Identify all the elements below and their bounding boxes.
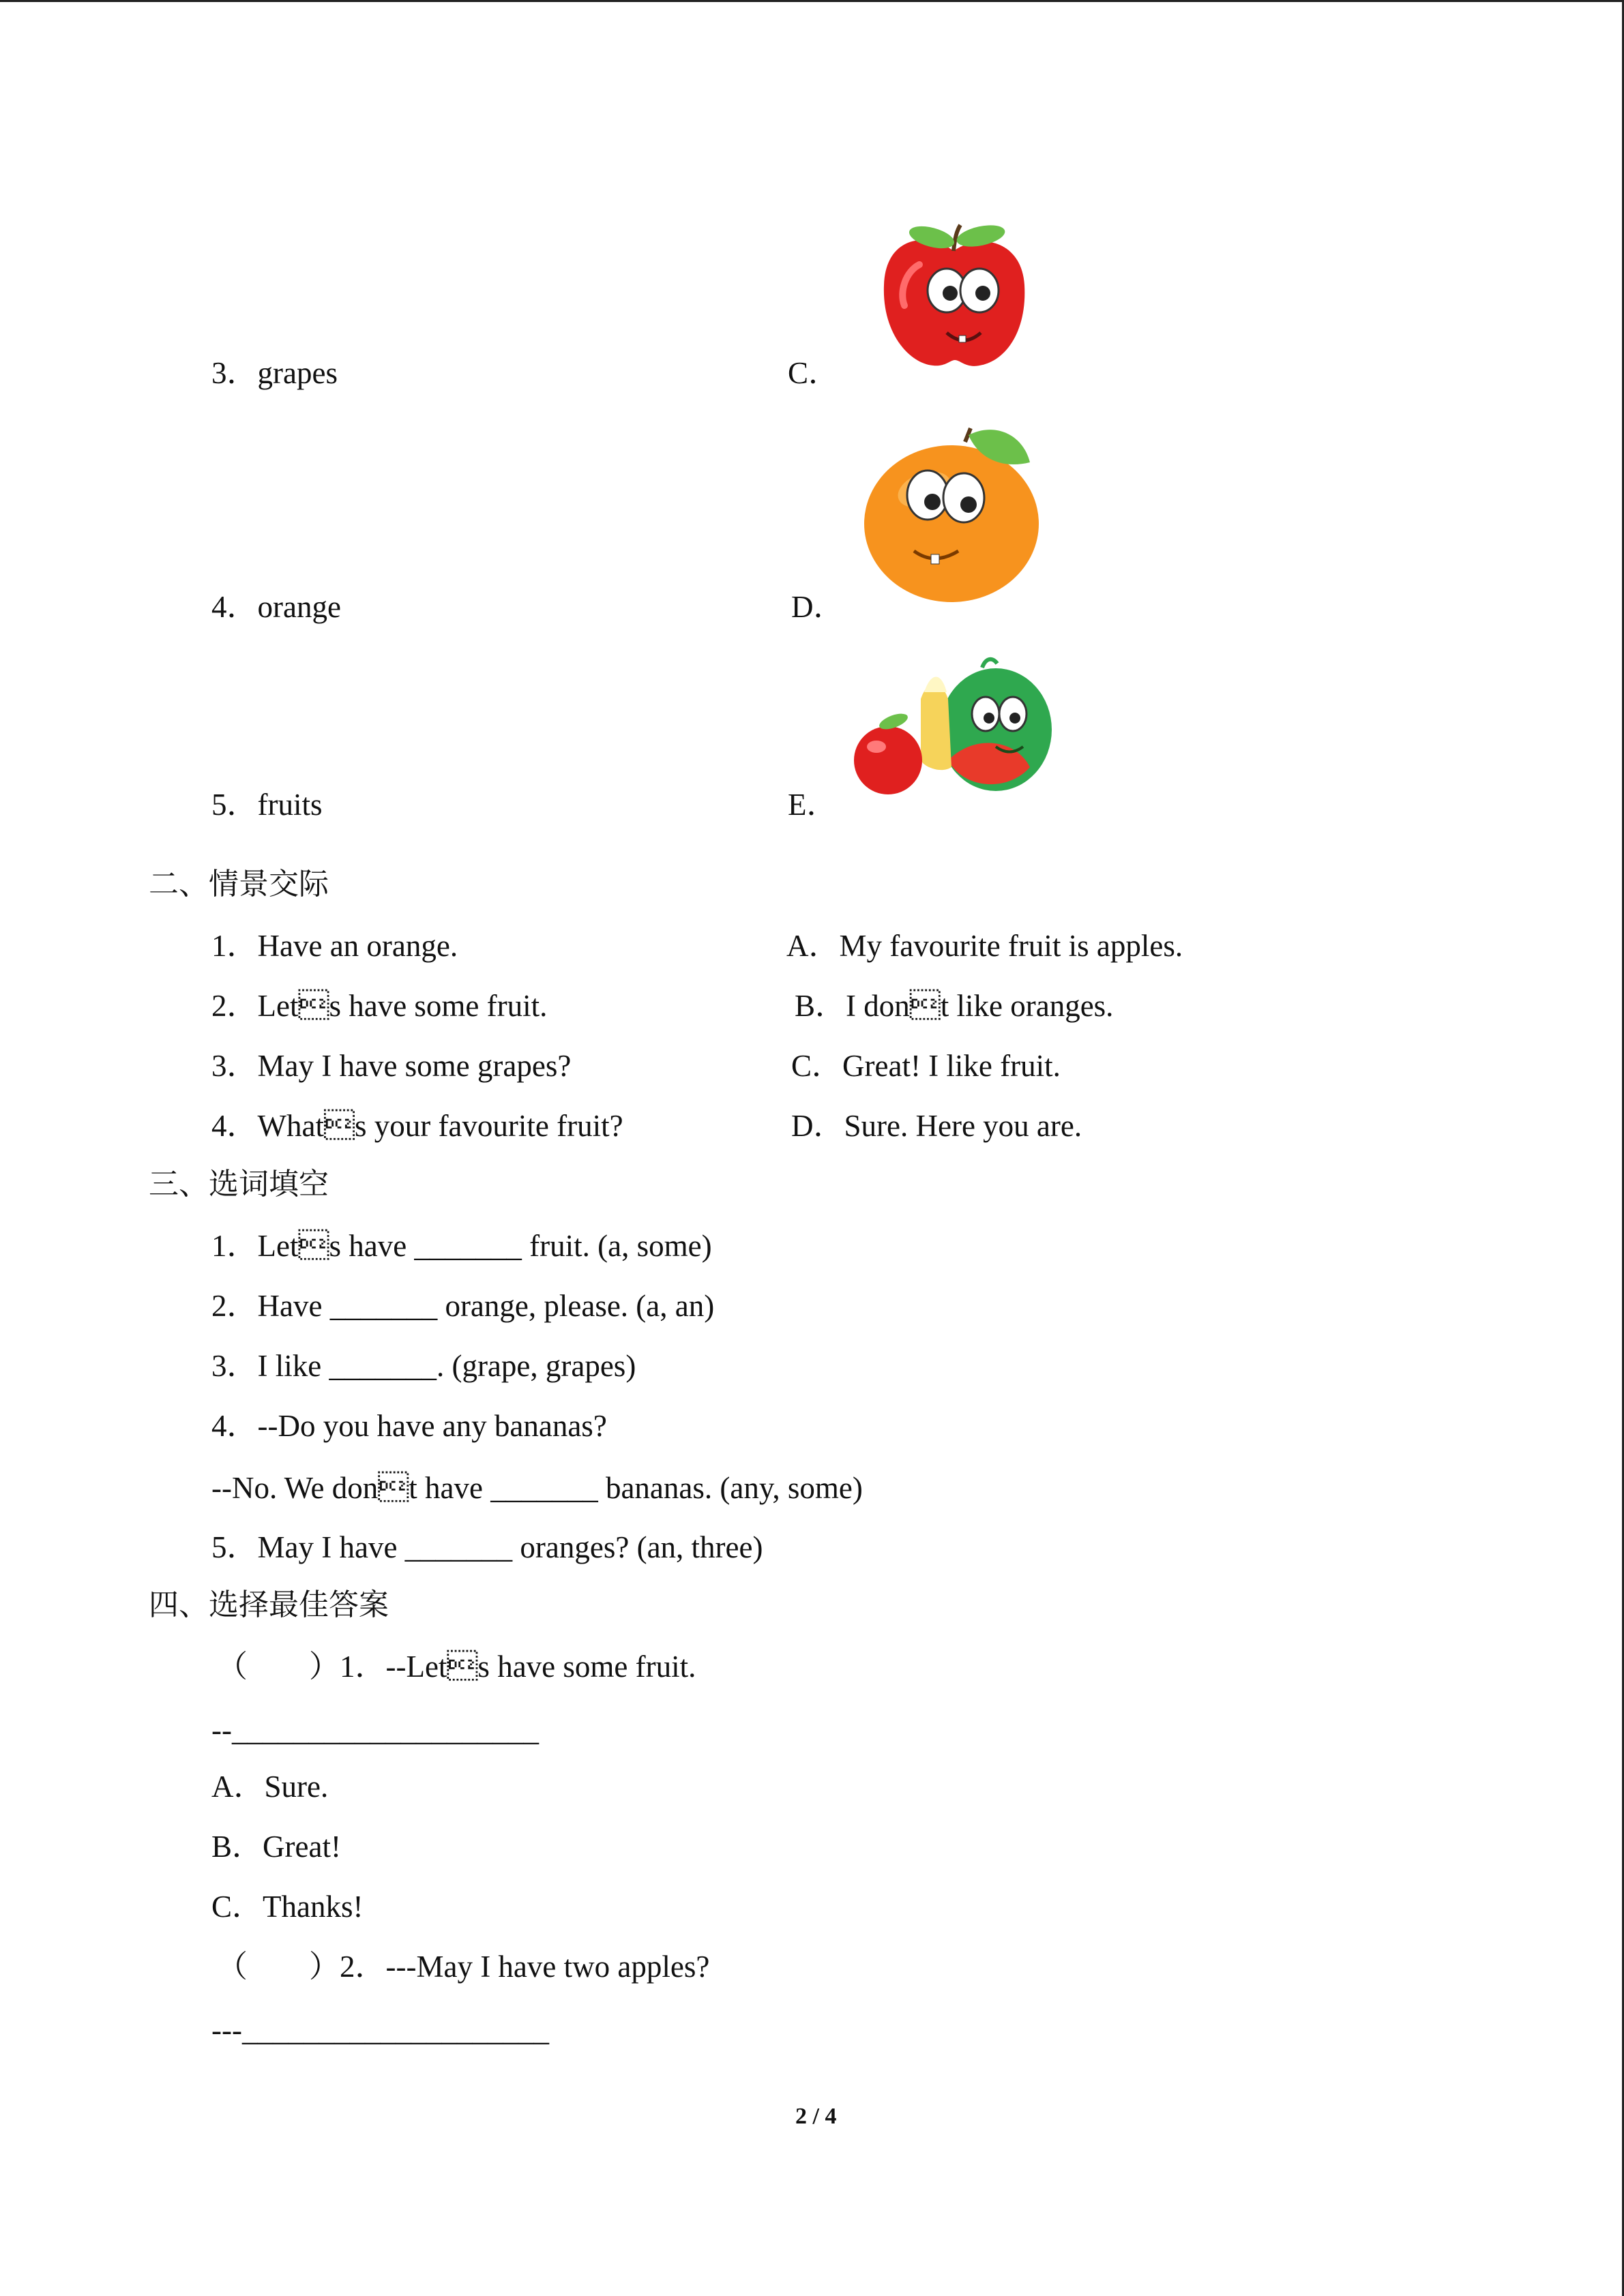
fruits-icon [839, 651, 1064, 815]
fill-item-1: 1．Lets have _______ fruit. (a, some) [211, 1229, 712, 1263]
page-border [0, 0, 1624, 2]
dialogue-question-4: 4．Whats your favourite fruit? [211, 1109, 623, 1143]
dialogue-question-3: 3．May I have some grapes? [211, 1049, 572, 1083]
match-word-5: 5．fruits [211, 788, 323, 822]
dialogue-answer-c: C．Great! I like fruit. [791, 1049, 1061, 1083]
match-letter-c: C． [788, 356, 840, 390]
dialogue-question-2: 2．Lets have some fruit. [211, 989, 548, 1023]
dialogue-answer-a: A．My favourite fruit is apples. [786, 929, 1183, 963]
choice-option-a: A．Sure. [211, 1770, 329, 1804]
match-letter-e: E． [788, 788, 838, 822]
orange-icon [849, 415, 1064, 604]
choice-question-2: （ ）2．---May I have two apples? [217, 1950, 710, 1984]
match-word-4: 4．orange [211, 590, 341, 624]
choice-question-1: （ ）1．--Lets have some fruit. [217, 1650, 696, 1684]
choice-option-c: C．Thanks! [211, 1890, 364, 1924]
choice-answer-blank-2: ---____________________ [211, 2013, 549, 2047]
fill-item-3: 3．I like _______. (grape, grapes) [211, 1349, 636, 1383]
match-letter-d: D． [791, 590, 844, 624]
dialogue-answer-d: D．Sure. Here you are. [791, 1109, 1082, 1143]
match-word-3: 3．grapes [211, 356, 338, 390]
fill-item-4-answer: --No. We dont have _______ bananas. (any, some) [211, 1471, 863, 1505]
fill-item-2: 2．Have _______ orange, please. (a, an) [211, 1289, 715, 1323]
page-number: 2 / 4 [795, 2104, 837, 2129]
choice-answer-blank-1: --____________________ [211, 1713, 539, 1747]
choice-option-b: B．Great! [211, 1830, 341, 1864]
dialogue-question-1: 1．Have an orange. [211, 929, 458, 963]
section-2-title: 二、情景交际 [149, 867, 329, 901]
fill-item-4: 4．--Do you have any bananas? [211, 1409, 607, 1443]
apple-icon [844, 217, 1064, 381]
section-4-title: 四、选择最佳答案 [149, 1587, 389, 1622]
fill-item-5: 5．May I have _______ oranges? (an, three) [211, 1530, 763, 1564]
section-3-title: 三、选词填空 [149, 1167, 329, 1202]
dialogue-answer-b: B．I dont like oranges. [795, 989, 1114, 1023]
